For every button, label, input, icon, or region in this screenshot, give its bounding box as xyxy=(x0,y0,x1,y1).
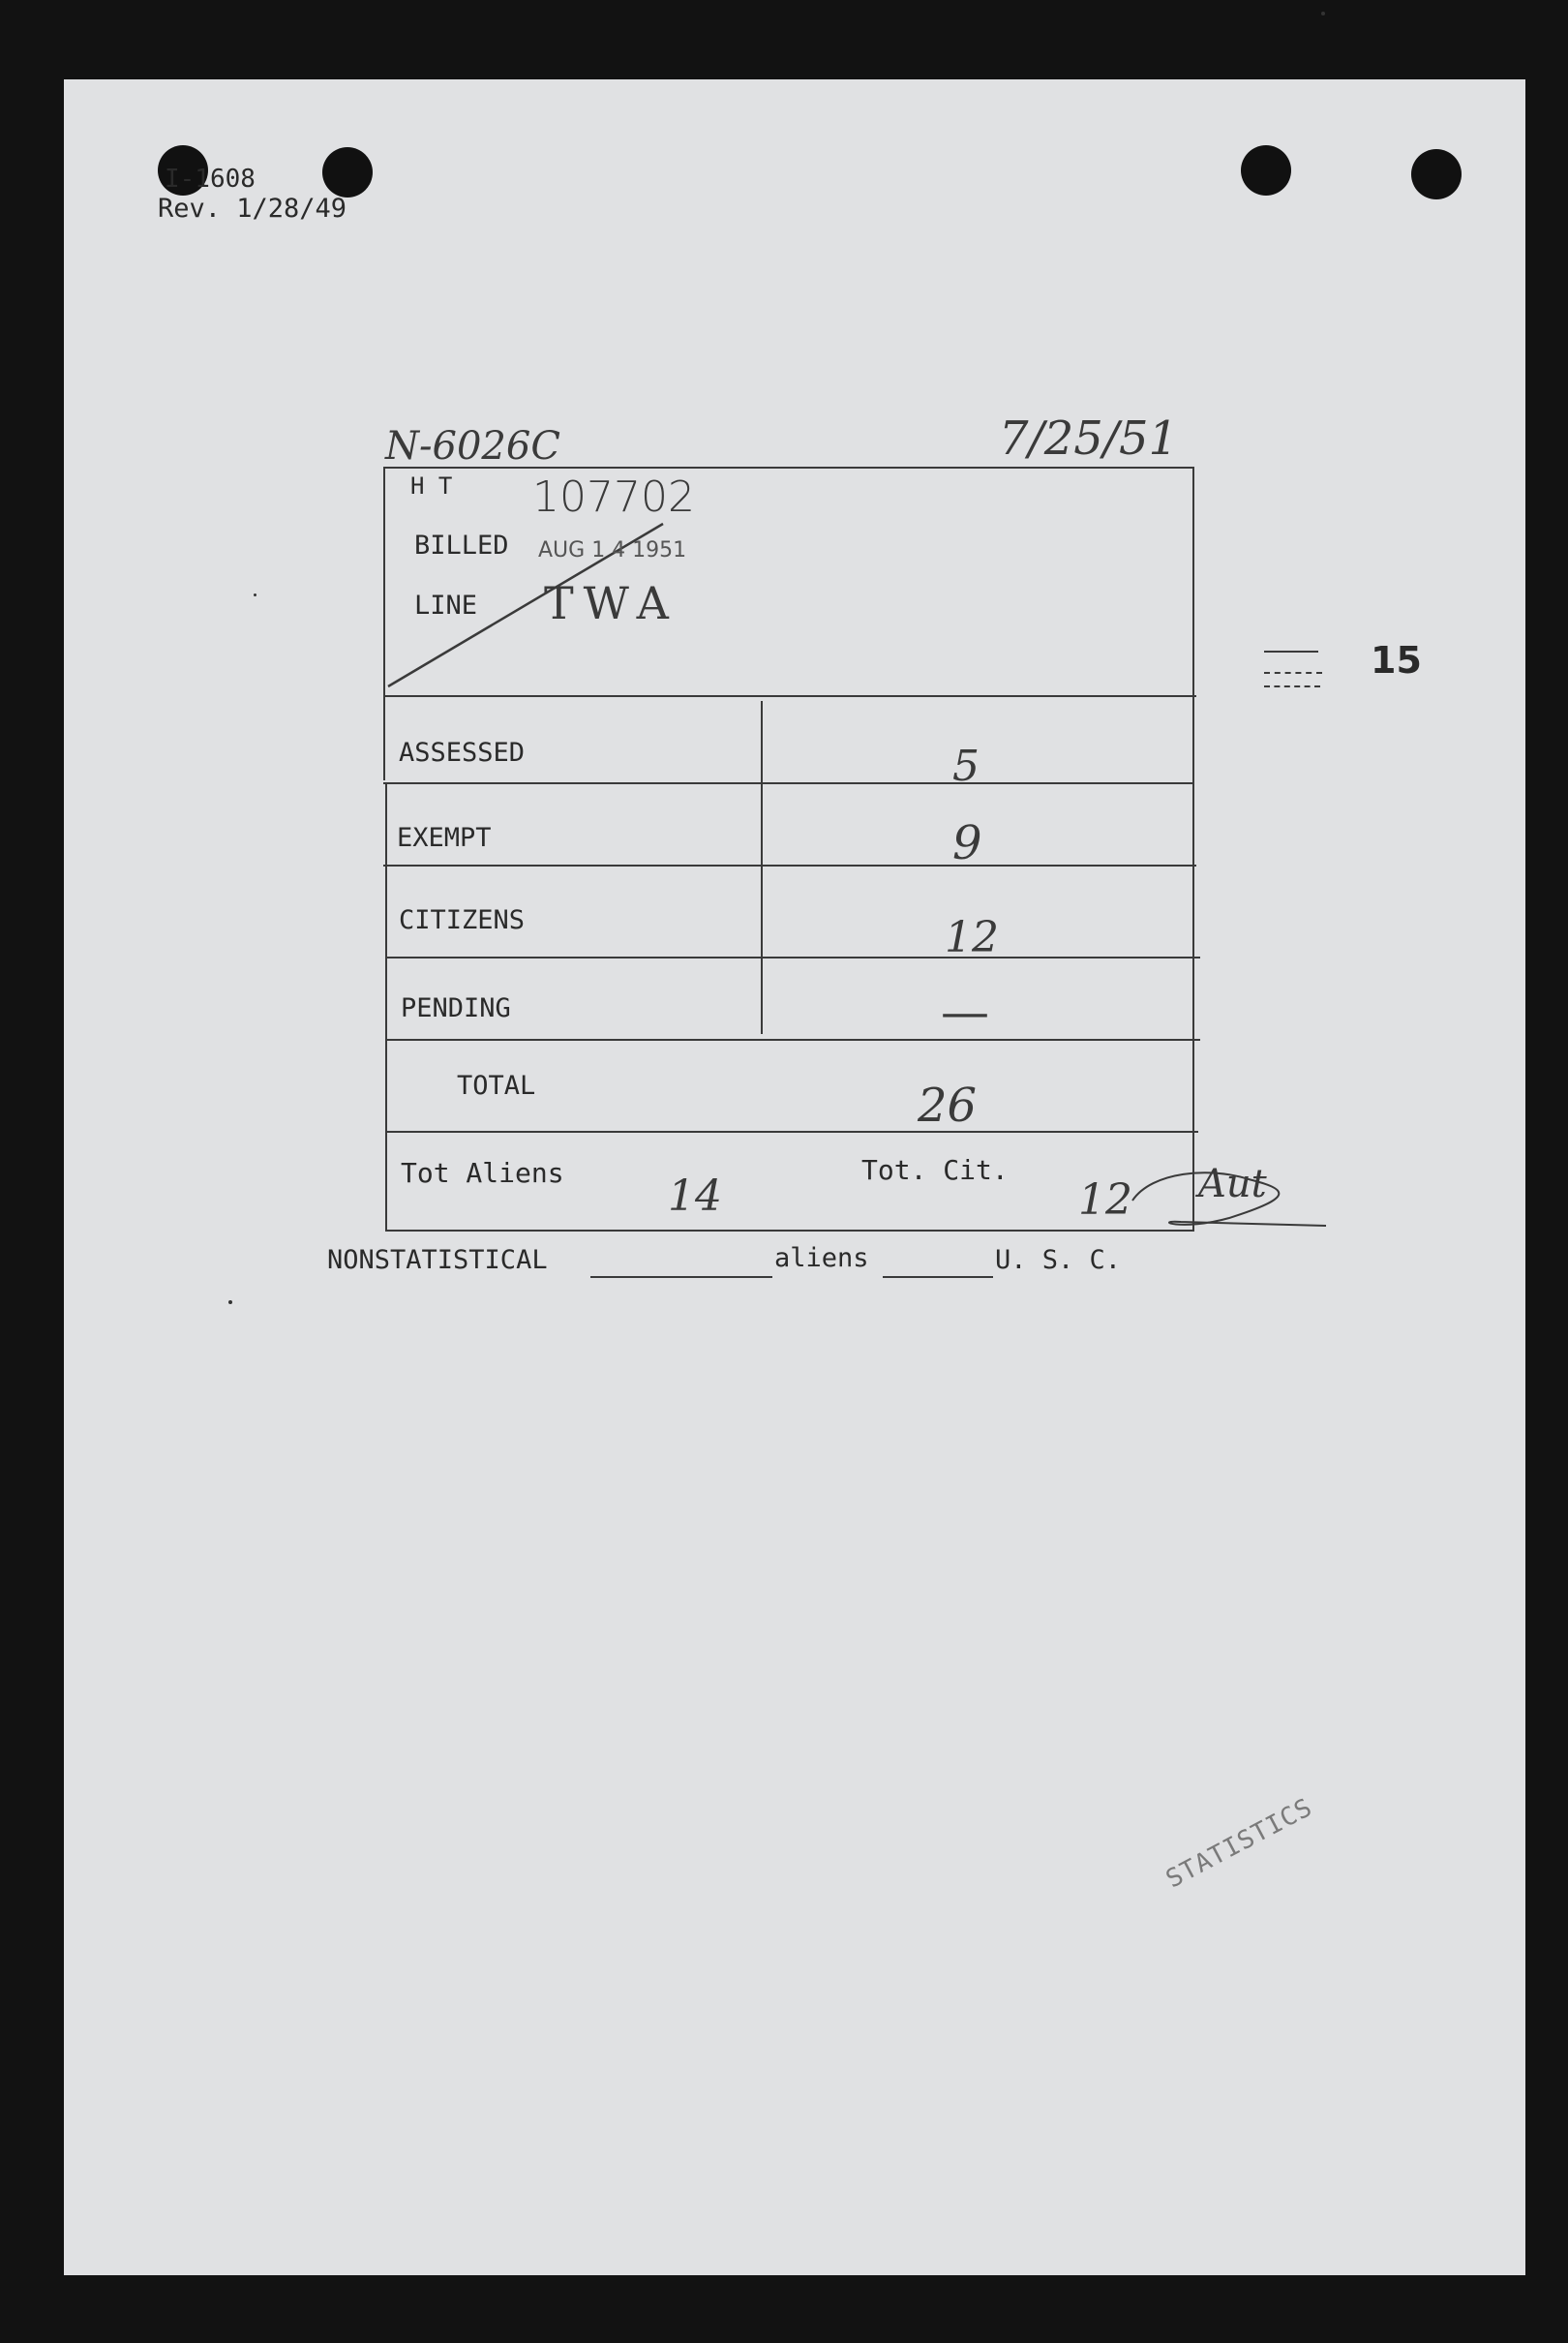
table-divider xyxy=(383,695,1196,697)
ht-label: H T xyxy=(410,472,453,500)
row-label-citizens: CITIZENS xyxy=(399,905,526,935)
aliens-blank xyxy=(883,1276,993,1278)
ht-number: 107702 xyxy=(532,472,695,522)
speck xyxy=(1321,12,1325,15)
billed-label: BILLED xyxy=(414,531,509,561)
side-mark xyxy=(1264,672,1322,674)
initials: Aut xyxy=(1198,1162,1267,1206)
usc-label: U. S. C. xyxy=(995,1245,1122,1275)
side-mark xyxy=(1264,685,1320,687)
table-border xyxy=(1192,467,1194,1232)
tot-aliens-value: 14 xyxy=(668,1172,722,1221)
table-divider xyxy=(385,1039,1200,1041)
total-label: TOTAL xyxy=(457,1071,536,1101)
form-revision: Rev. 1/28/49 xyxy=(158,194,347,224)
speck xyxy=(254,593,256,596)
table-divider xyxy=(385,957,1200,958)
row-label-exempt: EXEMPT xyxy=(397,823,492,853)
tot-cit-label: Tot. Cit. xyxy=(861,1154,1009,1186)
aliens-label: aliens xyxy=(774,1243,869,1273)
row-value-assessed: 5 xyxy=(952,742,980,791)
handwritten-date: 7/25/51 xyxy=(999,411,1179,466)
punch-hole xyxy=(1241,145,1291,196)
table-border xyxy=(385,1230,1194,1232)
side-mark xyxy=(1264,651,1318,653)
tot-cit-value: 12 xyxy=(1078,1175,1132,1225)
nonstatistical-blank xyxy=(590,1276,772,1278)
table-divider xyxy=(383,865,1196,867)
speck xyxy=(228,1300,232,1304)
table-column-divider xyxy=(761,701,763,1034)
total-value: 26 xyxy=(918,1079,978,1133)
row-label-pending: PENDING xyxy=(401,993,511,1023)
billed-stamp: AUG 1 4 1951 xyxy=(538,538,687,563)
punch-hole xyxy=(1411,149,1462,199)
tot-aliens-label: Tot Aliens xyxy=(401,1157,564,1189)
table-divider xyxy=(383,782,1194,784)
initials-underline xyxy=(1123,1162,1336,1239)
file-number: N-6026C xyxy=(385,424,560,469)
form-number: I-1608 xyxy=(165,165,256,194)
row-value-exempt: 9 xyxy=(952,816,982,870)
row-label-assessed: ASSESSED xyxy=(399,738,526,768)
row-value-citizens: 12 xyxy=(945,913,999,962)
table-divider xyxy=(385,1131,1198,1133)
line-label: LINE xyxy=(414,591,478,621)
punch-hole xyxy=(322,147,373,198)
statistics-stamp: STATISTICS xyxy=(1161,1792,1318,1895)
row-value-pending: — xyxy=(941,984,989,1040)
table-border xyxy=(383,467,1194,469)
table-border xyxy=(385,782,387,1232)
line-value: TWA xyxy=(544,577,678,629)
nonstatistical-label: NONSTATISTICAL xyxy=(327,1245,548,1275)
side-number: 15 xyxy=(1371,639,1422,682)
